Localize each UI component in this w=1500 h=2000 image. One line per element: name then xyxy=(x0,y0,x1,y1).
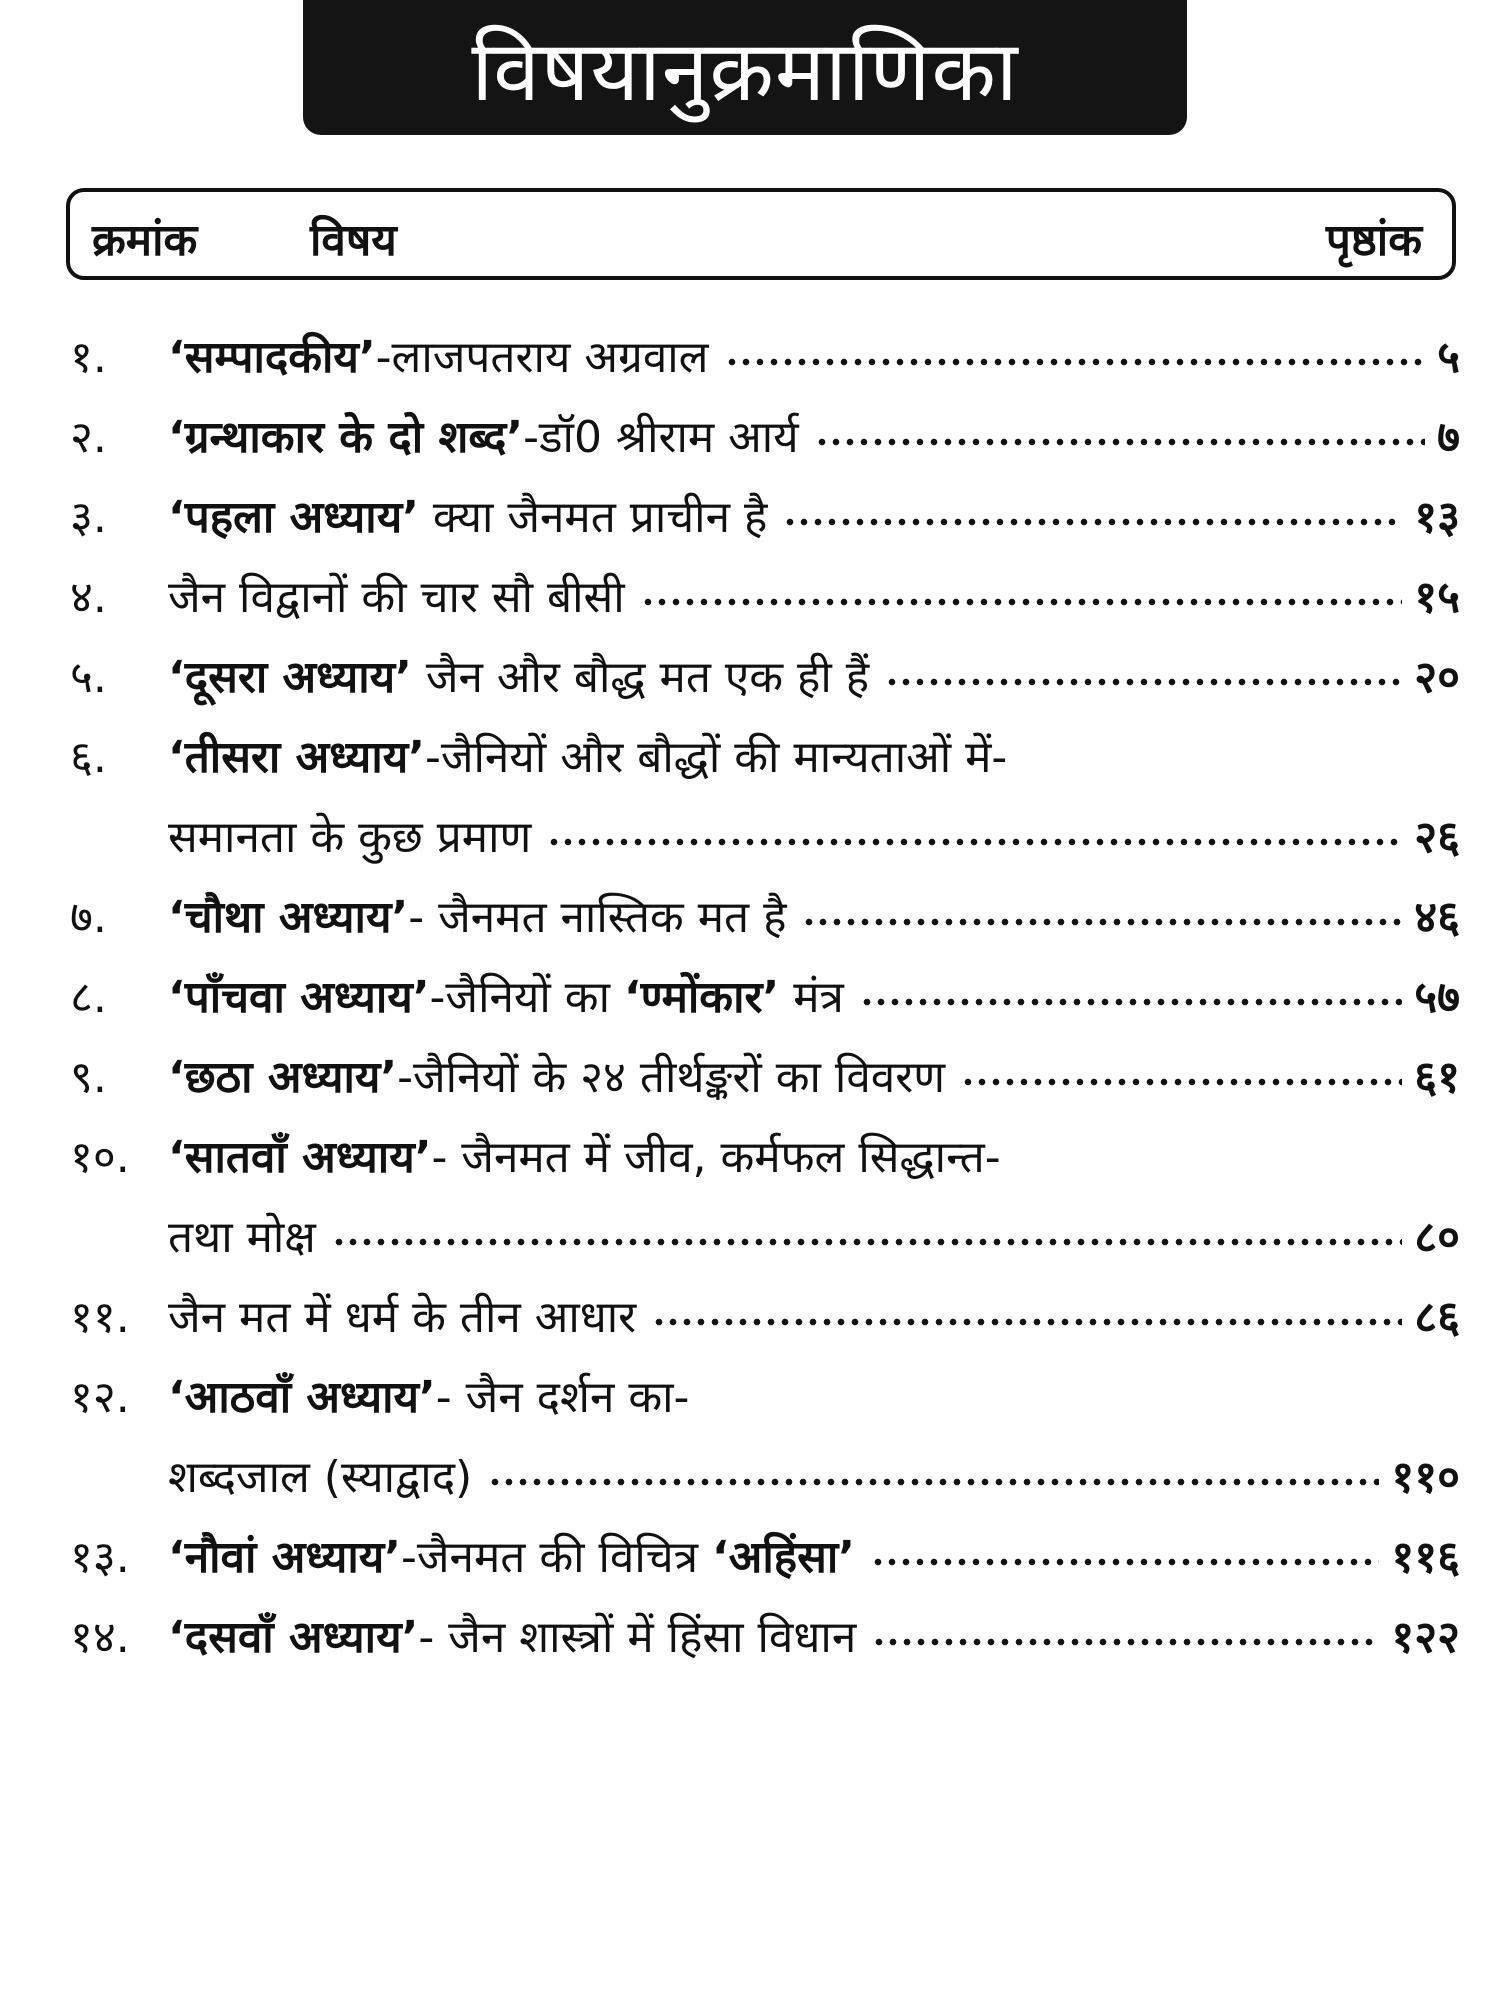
dot-leader xyxy=(725,357,1426,367)
toc-entry xyxy=(70,1355,1460,1435)
entry-title-text: ‘सातवाँ अध्याय’ xyxy=(168,1132,432,1183)
dot-leader xyxy=(961,1077,1402,1087)
entry-page-number: ५ xyxy=(1437,332,1460,383)
entry-page-number: ११६ xyxy=(1391,1532,1460,1583)
entry-title-text: समानता के कुछ प्रमाण xyxy=(168,812,532,863)
entry-number: ४. xyxy=(70,572,107,623)
toc-entry xyxy=(70,955,1460,1035)
toc-entry xyxy=(70,795,1460,875)
toc-entry xyxy=(70,715,1460,795)
entry-title-text: ‘दूसरा अध्याय’ xyxy=(168,652,412,703)
entry-number: २. xyxy=(70,412,107,463)
dot-leader xyxy=(802,917,1402,927)
entry-title-text: ‘चौथा अध्याय’ xyxy=(168,892,409,943)
entry-page-number: ४६ xyxy=(1414,892,1460,943)
entry-title-text: -डॉ0 श्रीराम आर्य xyxy=(523,412,799,463)
entry-number: ६. xyxy=(70,732,107,783)
toc-entry xyxy=(70,635,1460,715)
toc-entry xyxy=(70,1435,1460,1515)
entry-title-text: ‘नौवां अध्याय’ xyxy=(168,1532,402,1583)
entry-page-number: ११० xyxy=(1391,1452,1460,1503)
entry-title-text: ‘ग्रन्थाकार के दो शब्द’ xyxy=(168,412,524,463)
entry-title-text: -जैनियों के २४ तीर्थङ्करों का विवरण xyxy=(397,1052,946,1103)
entry-title-text: तथा मोक्ष xyxy=(168,1212,316,1263)
entry-title-text: ‘तीसरा अध्याय’ xyxy=(168,732,425,783)
dot-leader xyxy=(547,837,1402,847)
toc-entry xyxy=(70,1275,1460,1355)
dot-leader xyxy=(641,597,1403,607)
entry-number: १३. xyxy=(70,1532,130,1583)
entry-title-text: -जैनियों का xyxy=(429,972,624,1023)
entry-number: ९. xyxy=(70,1052,107,1103)
toc-entry xyxy=(70,875,1460,955)
dot-leader xyxy=(652,1317,1402,1327)
toc-entry xyxy=(70,1595,1460,1675)
entry-title-text: ‘अहिंसा’ xyxy=(712,1532,855,1583)
toc-header xyxy=(66,188,1456,280)
entry-page-number: ७ xyxy=(1437,412,1460,463)
toc-entry xyxy=(70,395,1460,475)
entry-page-number: ५७ xyxy=(1414,972,1460,1023)
entry-number: १. xyxy=(70,332,107,383)
dot-leader xyxy=(885,677,1402,687)
toc-entry xyxy=(70,1035,1460,1115)
entry-page-number: ८६ xyxy=(1414,1292,1460,1343)
dot-leader xyxy=(872,1637,1379,1647)
entry-number: १४. xyxy=(70,1612,130,1663)
header-serial: क्रमांक xyxy=(92,215,198,266)
entry-title-text: ‘दसवाँ अध्याय’ xyxy=(168,1612,419,1663)
entry-title-text: -लाजपतराय अग्रवाल xyxy=(375,332,709,383)
entry-number: १२. xyxy=(70,1372,130,1423)
title-banner xyxy=(303,0,1187,135)
header-page: पृष्ठांक xyxy=(1325,215,1422,266)
entry-number: ५. xyxy=(70,652,107,703)
entry-page-number: ६१ xyxy=(1414,1052,1460,1103)
entry-title-text: - जैन दर्शन का- xyxy=(435,1372,690,1423)
entry-title-text: -जैनमत की विचित्र xyxy=(401,1532,712,1583)
entry-page-number: ८० xyxy=(1414,1212,1460,1263)
dot-leader xyxy=(815,437,1425,447)
toc-entry xyxy=(70,475,1460,555)
entry-title-text: ‘ण्मोंकार’ xyxy=(623,972,780,1023)
toc-entry xyxy=(70,1515,1460,1595)
header-subject: विषय xyxy=(310,215,397,266)
entry-title-text: जैन विद्वानों की चार सौ बीसी xyxy=(168,572,625,623)
entry-page-number: १५ xyxy=(1414,572,1460,623)
page-title: विषयानुक्रमाणिका xyxy=(471,22,1019,120)
table-of-contents xyxy=(70,315,1460,1675)
toc-entry xyxy=(70,1195,1460,1275)
entry-page-number: २६ xyxy=(1414,812,1460,863)
entry-title-text: - जैनमत में जीव, कर्मफल सिद्धान्त- xyxy=(431,1132,1001,1183)
entry-title-text: ‘पहला अध्याय’ xyxy=(168,492,419,543)
toc-entry xyxy=(70,555,1460,635)
entry-title-text: क्या जैनमत प्राचीन है xyxy=(418,492,768,543)
entry-page-number: १२२ xyxy=(1391,1612,1460,1663)
entry-title-text: जैन और बौद्ध मत एक ही हैं xyxy=(411,652,870,703)
entry-page-number: २० xyxy=(1414,652,1460,703)
entry-title-text: मंत्र xyxy=(779,972,844,1023)
dot-leader xyxy=(332,1237,1402,1247)
entry-number: ११. xyxy=(70,1292,130,1343)
toc-entry xyxy=(70,1115,1460,1195)
toc-entry xyxy=(70,315,1460,395)
entry-title-text: - जैनमत नास्तिक मत है xyxy=(408,892,787,943)
entry-title-text: शब्दजाल (स्याद्वाद) xyxy=(168,1452,473,1503)
entry-title-text: - जैन शास्त्रों में हिंसा विधान xyxy=(418,1612,857,1663)
entry-title-text: ‘सम्पादकीय’ xyxy=(168,332,376,383)
entry-title-text: ‘छठा अध्याय’ xyxy=(168,1052,398,1103)
entry-title-text: जैन मत में धर्म के तीन आधार xyxy=(168,1292,637,1343)
dot-leader xyxy=(488,1477,1379,1487)
entry-title-text: -जैनियों और बौद्धों की मान्यताओं में- xyxy=(424,732,1008,783)
entry-title-text: ‘पाँचवा अध्याय’ xyxy=(168,972,430,1023)
entry-number: ३. xyxy=(70,492,107,543)
entry-title-text: ‘आठवाँ अध्याय’ xyxy=(168,1372,436,1423)
dot-leader xyxy=(871,1557,1379,1567)
entry-number: ८. xyxy=(70,972,107,1023)
entry-number: १०. xyxy=(70,1132,130,1183)
dot-leader xyxy=(783,517,1402,527)
entry-number: ७. xyxy=(70,892,107,943)
entry-page-number: १३ xyxy=(1414,492,1460,543)
dot-leader xyxy=(860,997,1402,1007)
